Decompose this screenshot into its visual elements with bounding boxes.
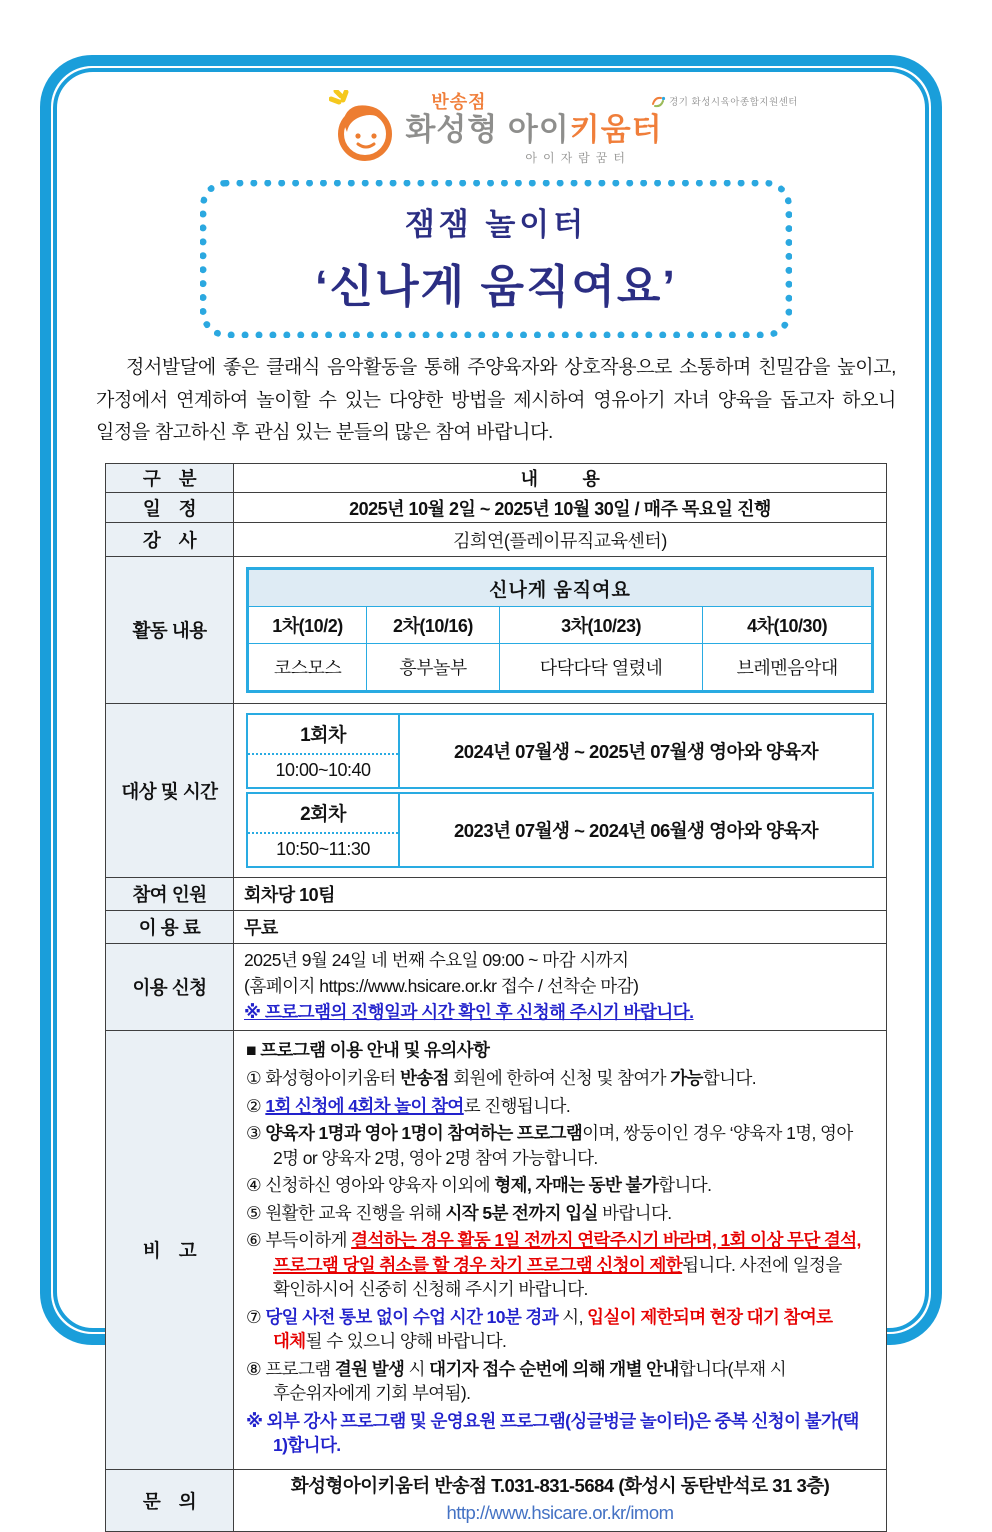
note-item-8 xyxy=(246,1357,874,1406)
activity-round-row xyxy=(248,607,873,644)
slot-1-left xyxy=(248,715,400,787)
activity-label: 활동 내용 xyxy=(106,557,234,704)
contact-info: 화성형아이키움터 반송점 T.031-831-5684 (화성시 동탄반석로 31 3층) xyxy=(290,1474,830,1496)
slot-2-left xyxy=(248,794,400,866)
capacity-row xyxy=(106,878,887,911)
note-text: 시 xyxy=(404,1358,430,1379)
note-item-4 xyxy=(246,1173,874,1198)
notes-row xyxy=(106,1030,887,1469)
logo-branch-label: 반송점 xyxy=(431,92,487,112)
logo-title xyxy=(405,114,662,147)
agency-swirl-icon xyxy=(651,95,666,108)
note-item-1 xyxy=(246,1066,874,1091)
slot-1-target: 2024년 07월생 ~ 2025년 07월생 영아와 양육자 xyxy=(453,741,819,763)
note-text: 반송점 xyxy=(400,1068,449,1089)
notes-heading: ■ 프로그램 이용 안내 및 유의사항 xyxy=(246,1039,490,1060)
agency-text: 경기 화성시육아종합지원센터 xyxy=(669,97,798,108)
smiley-face-icon xyxy=(329,90,395,169)
slot-2-target: 2023년 07월생 ~ 2024년 06월생 영아와 양육자 xyxy=(453,820,819,842)
application-notice: ※ 프로그램의 진행일과 시간 확인 후 신청해 주시기 바랍니다. xyxy=(244,1001,694,1022)
note-text: ※ 외부 강사 프로그램 및 운영요원 프로그램(싱글벙글 놀이터)은 중복 신청이 불가(택 1)합니다. xyxy=(246,1410,859,1456)
slot-1-round: 1회차 xyxy=(248,715,398,755)
application-label: 이용 신청 xyxy=(106,944,234,1031)
contact-label: 문 의 xyxy=(106,1469,234,1532)
note-text: 가능 xyxy=(670,1068,703,1089)
note-text: 합니다. xyxy=(702,1068,757,1089)
contact-url-link[interactable]: http://www.hsicare.or.kr/imom xyxy=(446,1501,674,1523)
notes-cell xyxy=(234,1030,887,1469)
session-name: 코스모스 xyxy=(248,644,367,692)
session-round: 1차(10/2) xyxy=(248,607,367,644)
note-item-2 xyxy=(246,1094,874,1119)
title-box xyxy=(200,180,792,338)
note-text: 결석하는 경우 활동 1일 전까지 연락주시기 바라며, 1회 이상 무단 결석, 프로그램 당일 취소를 할 경우 차기 프로그램 신청이 제한 xyxy=(273,1230,861,1275)
contact-cell xyxy=(234,1469,887,1532)
logo-title-gray: 화성형 아이 xyxy=(405,112,570,147)
session-name: 흥부놀부 xyxy=(366,644,499,692)
slot-2-round: 2회차 xyxy=(248,794,398,834)
fee-row xyxy=(106,911,887,944)
note-text: 될 수 있으니 양해 바랍니다. xyxy=(305,1331,507,1352)
capacity-value: 회차당 10팀 xyxy=(234,878,887,911)
activity-sessions-table xyxy=(246,567,874,693)
schedule-label: 일 정 xyxy=(106,493,234,523)
note-text: 시작 5분 전까지 입실 xyxy=(445,1202,598,1223)
header-label-cell: 구 분 xyxy=(106,464,234,493)
program-title: ‘신나게 움직여요’ xyxy=(315,261,677,312)
table-header-row xyxy=(106,464,887,493)
note-text: ⑤ 원활한 교육 진행을 위해 xyxy=(246,1202,446,1223)
activity-row xyxy=(106,557,887,704)
program-info-table xyxy=(105,463,887,1532)
application-row xyxy=(106,944,887,1031)
time-slot-1 xyxy=(246,713,874,789)
note-text: 합니다(부재 시 후순위자에게 기회 부여됨). xyxy=(273,1358,787,1404)
note-text: ③ xyxy=(246,1123,266,1144)
schedule-row xyxy=(106,493,887,523)
note-text: ④ 신청하신 영아와 양육자 이외에 xyxy=(246,1175,495,1196)
note-text: ⑦ xyxy=(246,1306,266,1327)
application-cell xyxy=(234,944,887,1031)
logo xyxy=(186,88,806,166)
logo-title-orange: 키움터 xyxy=(569,112,663,147)
intro-paragraph: 정서발달에 좋은 클래식 음악활동을 통해 주양육자와 상호작용으로 소통하며 친밀감을 높이고, 가정에서 연계하여 놀이할 수 있는 다양한 방법을 제시하여 영유아기 자녀 양육을 돕고자 하오니 일정을 참고하신 후 관심 있는 분들의 많은 참여 바랍니다. xyxy=(96,357,896,444)
note-text: 당일 사전 통보 없이 수업 시간 10분 경과 xyxy=(265,1306,559,1327)
note-text: ⑥ 부득이하게 xyxy=(246,1230,352,1251)
application-period: 2025년 9월 24일 네 번째 수요일 09:00 ~ 마감 시까지 xyxy=(244,950,629,971)
logo-subtitle: 아이자람꿈터 xyxy=(525,150,631,165)
note-item-3 xyxy=(246,1121,874,1170)
note-text: ② xyxy=(246,1095,266,1116)
session-name: 브레멘음악대 xyxy=(703,644,873,692)
target-time-row xyxy=(106,704,887,878)
note-text: 합니다. xyxy=(658,1175,712,1196)
note-text: 입실이 제한되며 현장 대기 참여로 대체 xyxy=(273,1306,833,1352)
target-label: 대상 및 시간 xyxy=(106,704,234,878)
fee-label: 이 용 료 xyxy=(106,911,234,944)
note-text: 형제, 자매는 동반 불가 xyxy=(494,1175,659,1196)
agency-label xyxy=(651,94,798,108)
slot-1-time: 10:00~10:40 xyxy=(275,760,371,781)
schedule-value: 2025년 10월 2일 ~ 2025년 10월 30일 / 매주 목요일 진행 xyxy=(234,493,887,523)
note-text: 회원에 한하여 신청 및 참여가 xyxy=(448,1068,671,1089)
activity-title: 신나게 움직여요 xyxy=(248,569,873,607)
note-text: 이며, 쌍둥이인 경우 ‘양육자 1명, 영아 2명 or 양육자 2명, 영아 2명 참여 가능합니다. xyxy=(273,1123,853,1168)
notes-label: 비 고 xyxy=(106,1030,234,1469)
note-text: 바랍니다. xyxy=(597,1202,672,1223)
activity-cell xyxy=(234,557,887,704)
fee-value: 무료 xyxy=(234,911,887,944)
capacity-label: 참여 인원 xyxy=(106,878,234,911)
activity-name-row xyxy=(248,644,873,692)
slot-2-time: 10:50~11:30 xyxy=(276,839,370,860)
header-value-cell: 내 용 xyxy=(234,464,887,493)
note-text: 시, xyxy=(558,1306,588,1327)
application-method: (홈페이지 https://www.hsicare.or.kr 접수 / 선착순 마감) xyxy=(244,975,639,996)
instructor-label: 강 사 xyxy=(106,523,234,557)
note-text: 로 진행됩니다. xyxy=(463,1095,571,1116)
logo-text-block xyxy=(405,88,662,166)
note-item-5 xyxy=(246,1201,874,1226)
note-text: 결원 발생 xyxy=(334,1358,405,1379)
note-text: 1회 신청에 4회차 놀이 참여 xyxy=(265,1095,464,1116)
instructor-value: 김희연(플레이뮤직교육센터) xyxy=(234,523,887,557)
contact-row xyxy=(106,1469,887,1532)
note-text: 됩니다. 사전에 일정을 확인하시어 신중히 신청해 주시기 바랍니다. xyxy=(273,1254,842,1300)
session-round: 3차(10/23) xyxy=(499,607,702,644)
note-text: ⑧ 프로그램 xyxy=(246,1358,335,1379)
note-item-7 xyxy=(246,1305,874,1354)
note-item-9 xyxy=(246,1409,874,1458)
program-category-title: 잼잼 놀이터 xyxy=(404,207,588,242)
instructor-row xyxy=(106,523,887,557)
flyer xyxy=(0,88,992,1532)
session-round: 2차(10/16) xyxy=(366,607,499,644)
time-slot-2 xyxy=(246,792,874,868)
activity-title-row xyxy=(248,569,873,607)
note-item-6 xyxy=(246,1228,874,1302)
target-cell xyxy=(234,704,887,878)
session-round: 4차(10/30) xyxy=(703,607,873,644)
session-name: 다닥다닥 열렸네 xyxy=(499,644,702,692)
note-text: 대기자 접수 순번에 의해 개별 안내 xyxy=(429,1358,679,1379)
note-text: 양육자 1명과 영아 1명이 참여하는 프로그램 xyxy=(265,1123,583,1144)
note-text: ① 화성형아이키움터 xyxy=(246,1068,401,1089)
